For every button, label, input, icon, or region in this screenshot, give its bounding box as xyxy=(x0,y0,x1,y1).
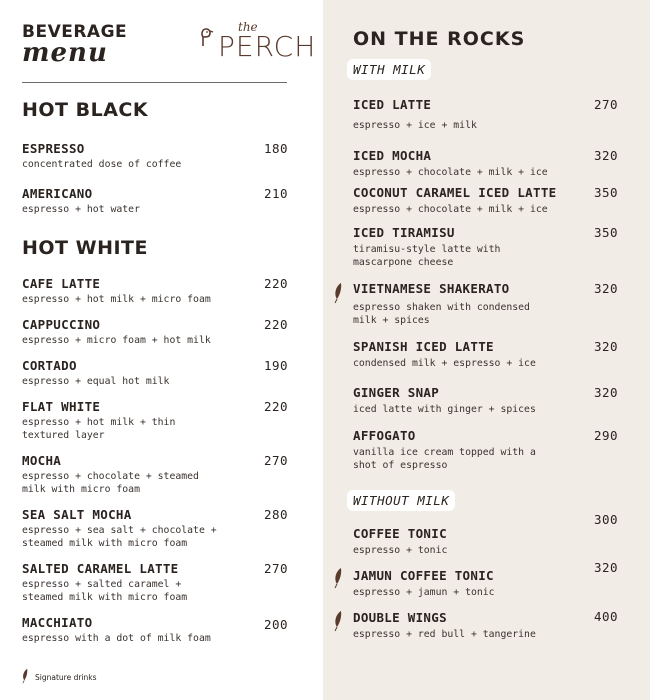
section-hot-white: HOT WHITE xyxy=(22,237,148,259)
item-desc: espresso + hot milk + thin textured layer xyxy=(22,417,176,441)
feather-icon xyxy=(21,668,29,684)
item-desc: espresso + tonic xyxy=(353,545,448,556)
item-price: 220 xyxy=(264,276,289,291)
menu-title-script: menu xyxy=(22,38,108,68)
item-name: AFFOGATO xyxy=(353,428,416,443)
item-name: FLAT WHITE xyxy=(22,399,101,414)
item-name: CAPPUCCINO xyxy=(22,317,101,332)
item-desc: espresso + jamun + tonic xyxy=(353,587,495,598)
logo-small-text: the xyxy=(238,20,258,34)
item-name: JAMUN COFFEE TONIC xyxy=(353,568,494,583)
item-desc: condensed milk + espresso + ice xyxy=(353,358,536,369)
item-price: 280 xyxy=(264,507,289,522)
item-desc: espresso + ice + milk xyxy=(353,120,477,131)
item-price: 320 xyxy=(594,385,619,400)
header-divider xyxy=(22,82,287,83)
item-price: 350 xyxy=(594,225,619,240)
item-name: DOUBLE WINGS xyxy=(353,610,447,625)
item-name: AMERICANO xyxy=(22,186,93,201)
item-name: ICED LATTE xyxy=(353,97,432,112)
subsection-with-milk: WITH MILK xyxy=(347,59,431,80)
logo-text: PERCH xyxy=(218,30,317,63)
item-name: SALTED CARAMEL LATTE xyxy=(22,561,179,576)
item-price: 320 xyxy=(594,148,619,163)
item-price: 220 xyxy=(264,399,289,414)
item-name: COFFEE TONIC xyxy=(353,526,447,541)
item-price: 270 xyxy=(264,453,289,468)
item-name: SEA SALT MOCHA xyxy=(22,507,132,522)
item-price: 320 xyxy=(594,339,619,354)
item-name: ICED MOCHA xyxy=(353,148,432,163)
item-desc: espresso + equal hot milk xyxy=(22,376,170,387)
item-desc: espresso + micro foam + hot milk xyxy=(22,335,211,346)
bird-logo-icon xyxy=(200,26,220,48)
item-desc: tiramisu-style latte with mascarpone cheese xyxy=(353,244,501,268)
item-price: 320 xyxy=(594,560,619,575)
item-name: ICED TIRAMISU xyxy=(353,225,455,240)
item-desc: espresso + salted caramel + steamed milk with micro foam xyxy=(22,579,188,603)
subsection-without-milk: WITHOUT MILK xyxy=(347,490,455,511)
item-name: ESPRESSO xyxy=(22,141,85,156)
left-panel xyxy=(0,0,323,700)
item-price: 180 xyxy=(264,141,289,156)
item-price: 350 xyxy=(594,185,619,200)
item-name: MOCHA xyxy=(22,453,62,468)
item-name: MACCHIATO xyxy=(22,615,93,630)
item-desc: espresso + chocolate + milk + ice xyxy=(353,204,548,215)
item-name: VIETNAMESE SHAKERATO xyxy=(353,281,510,296)
item-price: 300 xyxy=(594,512,619,527)
item-price: 220 xyxy=(264,317,289,332)
item-desc: espresso + chocolate + steamed milk with micro foam xyxy=(22,471,199,495)
signature-feather-icon xyxy=(333,567,343,589)
item-desc: espresso + chocolate + milk + ice xyxy=(353,167,548,178)
item-price: 270 xyxy=(264,561,289,576)
item-desc: concentrated dose of coffee xyxy=(22,159,182,170)
item-name: GINGER SNAP xyxy=(353,385,440,400)
item-desc: espresso + hot water xyxy=(22,204,140,215)
right-panel xyxy=(323,0,650,700)
item-price: 200 xyxy=(264,617,289,632)
item-price: 400 xyxy=(594,609,619,624)
section-on-the-rocks: ON THE ROCKS xyxy=(353,28,526,50)
signature-note: Signature drinks xyxy=(35,673,97,682)
item-desc: espresso + sea salt + chocolate + steamed milk with micro foam xyxy=(22,525,217,549)
menu-title: BEVERAGE xyxy=(22,22,128,42)
item-desc: espresso with a dot of milk foam xyxy=(22,633,211,644)
signature-feather-icon xyxy=(333,282,343,304)
item-name: CAFE LATTE xyxy=(22,276,101,291)
item-desc: iced latte with ginger + spices xyxy=(353,404,536,415)
item-desc: espresso + hot milk + micro foam xyxy=(22,294,211,305)
item-price: 210 xyxy=(264,186,289,201)
item-desc: vanilla ice cream topped with a shot of espresso xyxy=(353,447,536,471)
item-name: CORTADO xyxy=(22,358,77,373)
item-desc: espresso + red bull + tangerine xyxy=(353,629,536,640)
item-price: 320 xyxy=(594,281,619,296)
item-desc: espresso shaken with condensed milk + spices xyxy=(353,302,530,326)
section-hot-black: HOT BLACK xyxy=(22,99,149,121)
item-price: 190 xyxy=(264,358,289,373)
item-price: 270 xyxy=(594,97,619,112)
item-price: 290 xyxy=(594,428,619,443)
item-name: SPANISH ICED LATTE xyxy=(353,339,494,354)
item-name: COCONUT CARAMEL ICED LATTE xyxy=(353,185,557,200)
signature-feather-icon xyxy=(333,610,343,632)
